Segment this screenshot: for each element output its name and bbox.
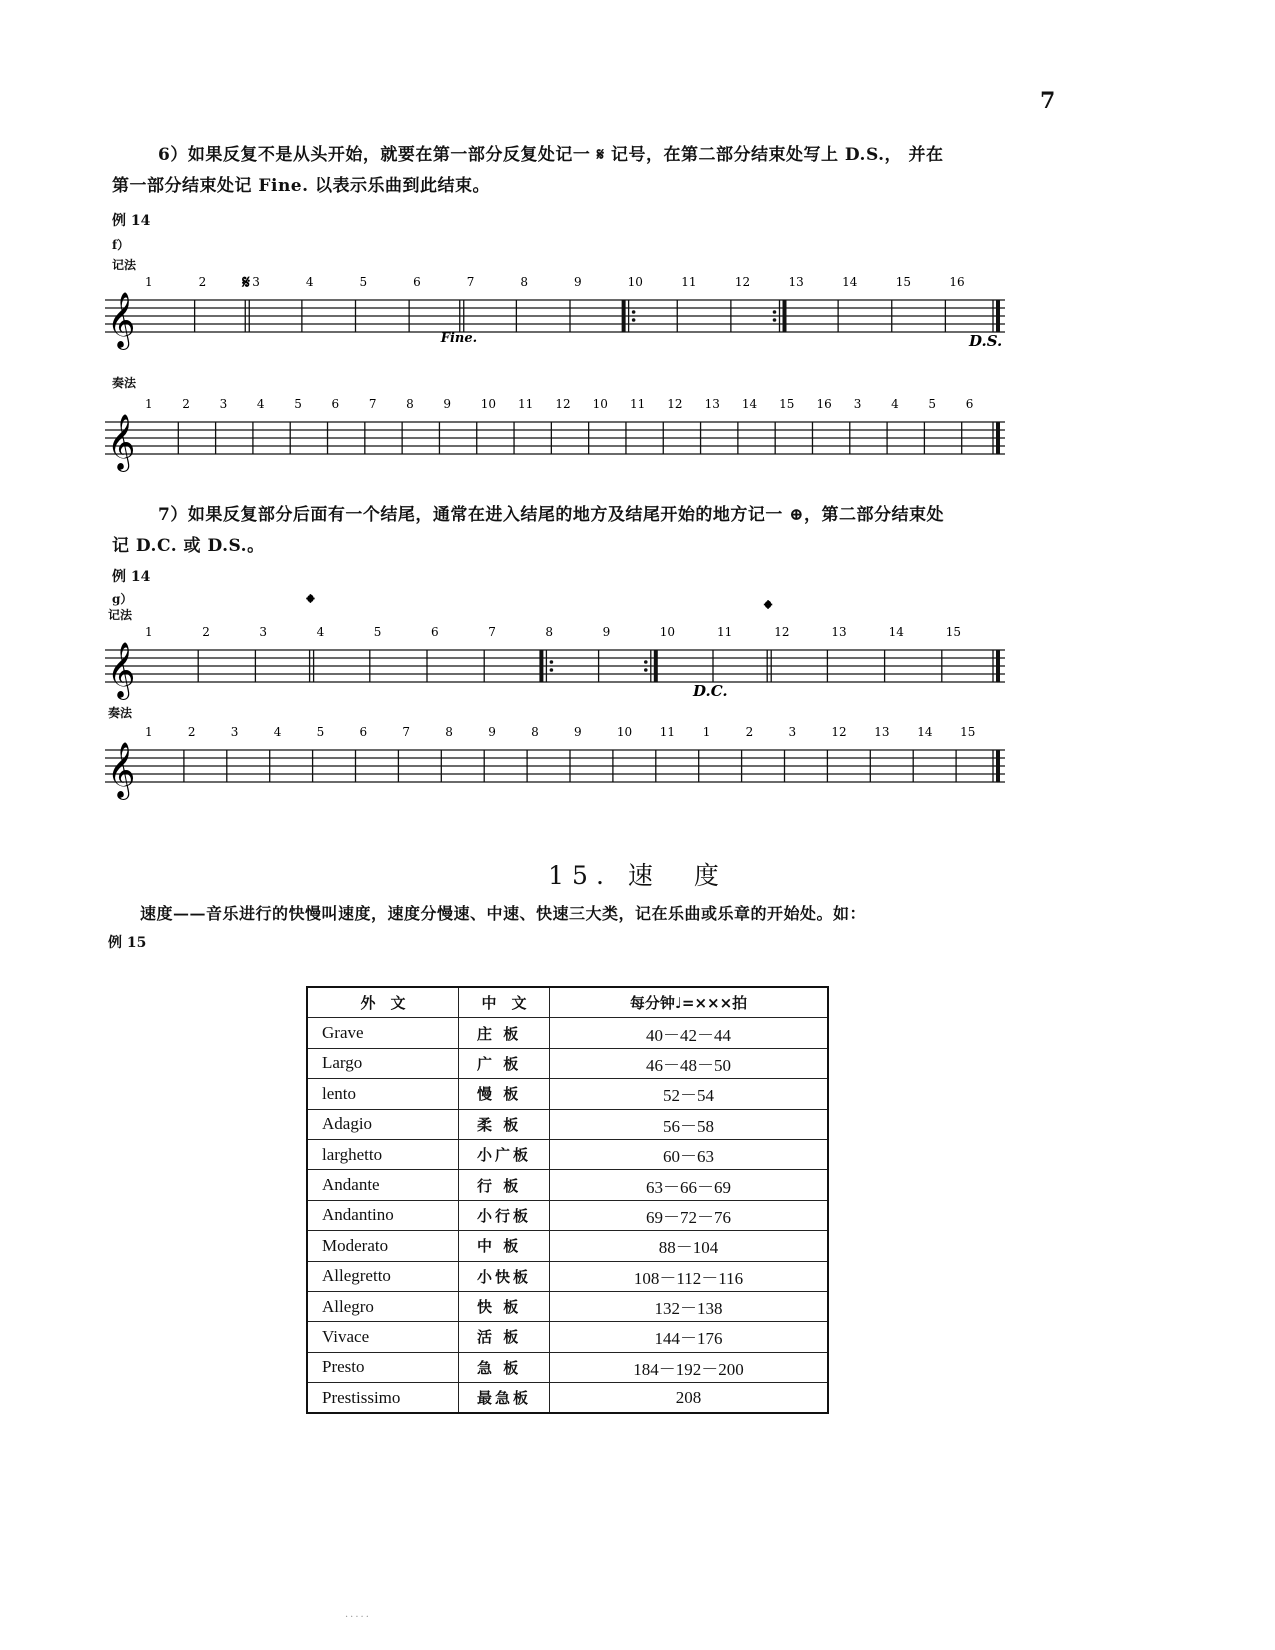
measure-number: 3 (788, 725, 797, 739)
example-2-sublabel: g） (112, 592, 133, 606)
table-row (307, 1291, 828, 1321)
measure-number: 10 (616, 725, 633, 739)
measure-number: 1 (145, 397, 153, 411)
measure-number: 2 (182, 397, 190, 411)
measure-number: 15 (895, 275, 912, 289)
treble-clef-icon: 𝄞 (107, 292, 136, 348)
foreign-term: Adagio (307, 1109, 459, 1139)
final-barline-thick (996, 650, 1000, 682)
measure-number: 12 (774, 625, 790, 639)
bpm-range: 132－138 (550, 1291, 829, 1321)
chinese-term: 柔 板 (459, 1109, 550, 1139)
table-row (307, 1200, 828, 1230)
measure-number: 10 (480, 397, 497, 411)
table-row (307, 1352, 828, 1382)
measure-number: 12 (831, 725, 847, 739)
example-2-performance-label: 奏法 (108, 706, 133, 720)
measure-number: 3 (252, 275, 260, 289)
measure-number: 15 (945, 625, 962, 639)
bpm-range: 46－48－50 (550, 1048, 829, 1078)
measure-number: 7 (368, 397, 377, 411)
section-intro: 速度——音乐进行的快慢叫速度，速度分慢速、中速、快速三大类，记在乐曲或乐章的开始处。如： (140, 904, 867, 923)
coda-icon: 𝄌 (764, 596, 772, 622)
measure-number: 13 (704, 397, 720, 411)
chinese-term: 活 板 (459, 1322, 550, 1352)
measure-number: 1 (145, 625, 153, 639)
chinese-term: 最急板 (459, 1383, 550, 1414)
measure-number: 6 (331, 397, 340, 411)
measure-number: 10 (627, 275, 643, 289)
repeat-end-barline (654, 650, 658, 682)
section-title: 15. 速 度 (548, 861, 727, 890)
table-row (307, 1170, 828, 1200)
foreign-term: Allegretto (307, 1261, 459, 1291)
repeat-dot (773, 310, 777, 314)
foreign-term: Allegro (307, 1291, 459, 1321)
measure-number: 5 (373, 625, 382, 639)
measure-number: 13 (831, 625, 847, 639)
measure-number: 11 (518, 397, 534, 411)
bpm-range: 108－112－116 (550, 1261, 829, 1291)
foreign-term: Andantino (307, 1200, 459, 1230)
chinese-term: 急 板 (459, 1352, 550, 1382)
example-1-performance-staff (105, 392, 1065, 502)
measure-number: 12 (555, 397, 571, 411)
header-foreign: 外 文 (307, 987, 459, 1018)
example-1-label: 例 14 (112, 213, 151, 229)
measure-number: 4 (891, 397, 899, 411)
segno-icon: 𝄋 (242, 272, 250, 293)
measure-number: 15 (960, 725, 976, 739)
foreign-term: lento (307, 1079, 459, 1109)
measure-number: 8 (531, 725, 539, 739)
header-chinese: 中 文 (459, 987, 550, 1018)
repeat-dot (773, 318, 777, 322)
bpm-range: 88－104 (550, 1231, 829, 1261)
measure-number: 5 (359, 275, 368, 289)
chinese-term: 广 板 (459, 1048, 550, 1078)
foreign-term: Moderato (307, 1231, 459, 1261)
footer-smudge: ····· (345, 1612, 371, 1623)
page-number: 7 (1040, 88, 1056, 114)
measure-number: 6 (359, 725, 368, 739)
measure-number: 9 (574, 275, 582, 289)
final-barline-thick (996, 422, 1000, 454)
repeat-dot (632, 310, 636, 314)
measure-number: 5 (294, 397, 302, 411)
example-1-performance-label: 奏法 (112, 376, 137, 390)
dc-mark: D.C. (693, 682, 728, 700)
repeat-dot (644, 660, 648, 664)
table-row (307, 1079, 828, 1109)
paragraph-6-line-2: 第一部分结束处记 Fine. 以表示乐曲到此结束。 (112, 176, 490, 196)
example-1-notation-label: 记法 (112, 258, 137, 272)
bpm-range: 60－63 (550, 1139, 829, 1169)
table-row (307, 1322, 828, 1352)
foreign-term: Vivace (307, 1322, 459, 1352)
paragraph-6 (112, 140, 1057, 202)
table-row (307, 1383, 828, 1414)
paragraph-7-line-1: 7）如果反复部分后面有一个结尾，通常在进入结尾的地方及结尾开始的地方记一 ⊕，第二部分结束处 (158, 505, 944, 525)
measure-number: 8 (406, 397, 414, 411)
example-1-notation-staff (105, 270, 1065, 380)
chinese-term: 小行板 (459, 1200, 550, 1230)
chinese-term: 慢 板 (459, 1079, 550, 1109)
measure-number: 3 (219, 397, 228, 411)
measure-number: 1 (145, 275, 153, 289)
repeat-start-barline (622, 300, 626, 332)
measure-number: 7 (488, 625, 496, 639)
table-row (307, 1018, 828, 1048)
foreign-term: Grave (307, 1018, 459, 1048)
measure-number: 6 (413, 275, 421, 289)
measure-number: 7 (402, 725, 411, 739)
bpm-range: 56－58 (550, 1109, 829, 1139)
measure-number: 16 (816, 397, 832, 411)
measure-number: 6 (965, 397, 974, 411)
measure-number: 14 (917, 725, 933, 739)
repeat-dot (550, 660, 554, 664)
measure-number: 16 (949, 275, 965, 289)
measure-number: 10 (659, 625, 676, 639)
fine-mark: Fine. (440, 331, 478, 346)
measure-number: 4 (305, 275, 314, 289)
measure-number: 7 (466, 275, 475, 289)
repeat-end-barline (783, 300, 787, 332)
measure-number: 4 (273, 725, 282, 739)
measure-number: 1 (145, 725, 153, 739)
chinese-term: 中 板 (459, 1231, 550, 1261)
measure-number: 1 (702, 725, 711, 739)
foreign-term: Presto (307, 1352, 459, 1382)
foreign-term: Largo (307, 1048, 459, 1078)
tempo-table-header (307, 987, 828, 1018)
measure-number: 3 (259, 625, 268, 639)
measure-number: 9 (488, 725, 496, 739)
measure-number: 6 (431, 625, 439, 639)
table-row (307, 1231, 828, 1261)
paragraph-7-line-2: 记 D.C. 或 D.S.。 (112, 536, 265, 556)
chinese-term: 庄 板 (459, 1018, 550, 1048)
bpm-range: 63－66－69 (550, 1170, 829, 1200)
ds-mark: D.S. (969, 332, 1003, 350)
repeat-dot (632, 318, 636, 322)
example-15-label: 例 15 (108, 935, 147, 951)
foreign-term: Prestissimo (307, 1383, 459, 1414)
measure-number: 9 (443, 397, 452, 411)
paragraph-6-line-1: 6）如果反复不是从头开始，就要在第一部分反复处记一 𝄋 记号，在第二部分结束处写上 D.S.， 并在 (158, 145, 944, 165)
table-row (307, 1139, 828, 1169)
treble-clef-icon: 𝄞 (107, 742, 136, 798)
example-1-sublabel: f） (112, 238, 130, 252)
measure-number: 8 (545, 625, 554, 639)
measure-number: 9 (574, 725, 582, 739)
bpm-range: 144－176 (550, 1322, 829, 1352)
measure-number: 2 (202, 625, 210, 639)
measure-number: 12 (734, 275, 751, 289)
table-row (307, 1261, 828, 1291)
chinese-term: 行 板 (459, 1170, 550, 1200)
tempo-table (306, 986, 829, 1414)
example-2-notation-label: 记法 (108, 608, 133, 622)
bpm-range: 69－72－76 (550, 1200, 829, 1230)
bpm-range: 184－192－200 (550, 1352, 829, 1382)
measure-number: 8 (520, 275, 529, 289)
treble-clef-icon: 𝄞 (107, 414, 136, 470)
measure-number: 13 (788, 275, 804, 289)
chinese-term: 快 板 (459, 1291, 550, 1321)
measure-number: 2 (745, 725, 754, 739)
measure-number: 3 (230, 725, 239, 739)
treble-clef-icon: 𝄞 (107, 642, 136, 698)
chinese-term: 小广板 (459, 1139, 550, 1169)
measure-number: 4 (256, 397, 265, 411)
measure-number: 2 (187, 725, 196, 739)
repeat-dot (644, 668, 648, 672)
measure-number: 5 (928, 397, 937, 411)
measure-number: 11 (681, 275, 697, 289)
measure-number: 11 (717, 625, 733, 639)
table-row (307, 1048, 828, 1078)
foreign-term: larghetto (307, 1139, 459, 1169)
measure-number: 13 (874, 725, 890, 739)
measure-number: 4 (316, 625, 325, 639)
chinese-term: 小快板 (459, 1261, 550, 1291)
measure-number: 9 (602, 625, 611, 639)
measure-number: 14 (888, 625, 904, 639)
measure-number: 8 (445, 725, 453, 739)
example-2-label: 例 14 (112, 569, 151, 585)
measure-number: 14 (741, 397, 758, 411)
bpm-range: 52－54 (550, 1079, 829, 1109)
example-2-performance-staff (105, 720, 1065, 830)
header-bpm: 每分钟♩=×××拍 (550, 987, 829, 1018)
measure-number: 3 (853, 397, 862, 411)
bpm-range: 40－42－44 (550, 1018, 829, 1048)
paragraph-7 (112, 500, 1057, 562)
final-barline-thick (996, 300, 1000, 332)
measure-number: 12 (667, 397, 683, 411)
measure-number: 2 (198, 275, 207, 289)
measure-number: 11 (629, 397, 646, 411)
measure-number: 15 (779, 397, 795, 411)
repeat-dot (550, 668, 554, 672)
repeat-start-barline (539, 650, 543, 682)
measure-number: 14 (842, 275, 858, 289)
coda-icon: 𝄌 (306, 590, 315, 616)
measure-number: 5 (316, 725, 325, 739)
table-row (307, 1109, 828, 1139)
bpm-range: 208 (550, 1383, 829, 1414)
measure-number: 10 (592, 397, 608, 411)
final-barline-thick (996, 750, 1000, 782)
foreign-term: Andante (307, 1170, 459, 1200)
measure-number: 11 (659, 725, 676, 739)
